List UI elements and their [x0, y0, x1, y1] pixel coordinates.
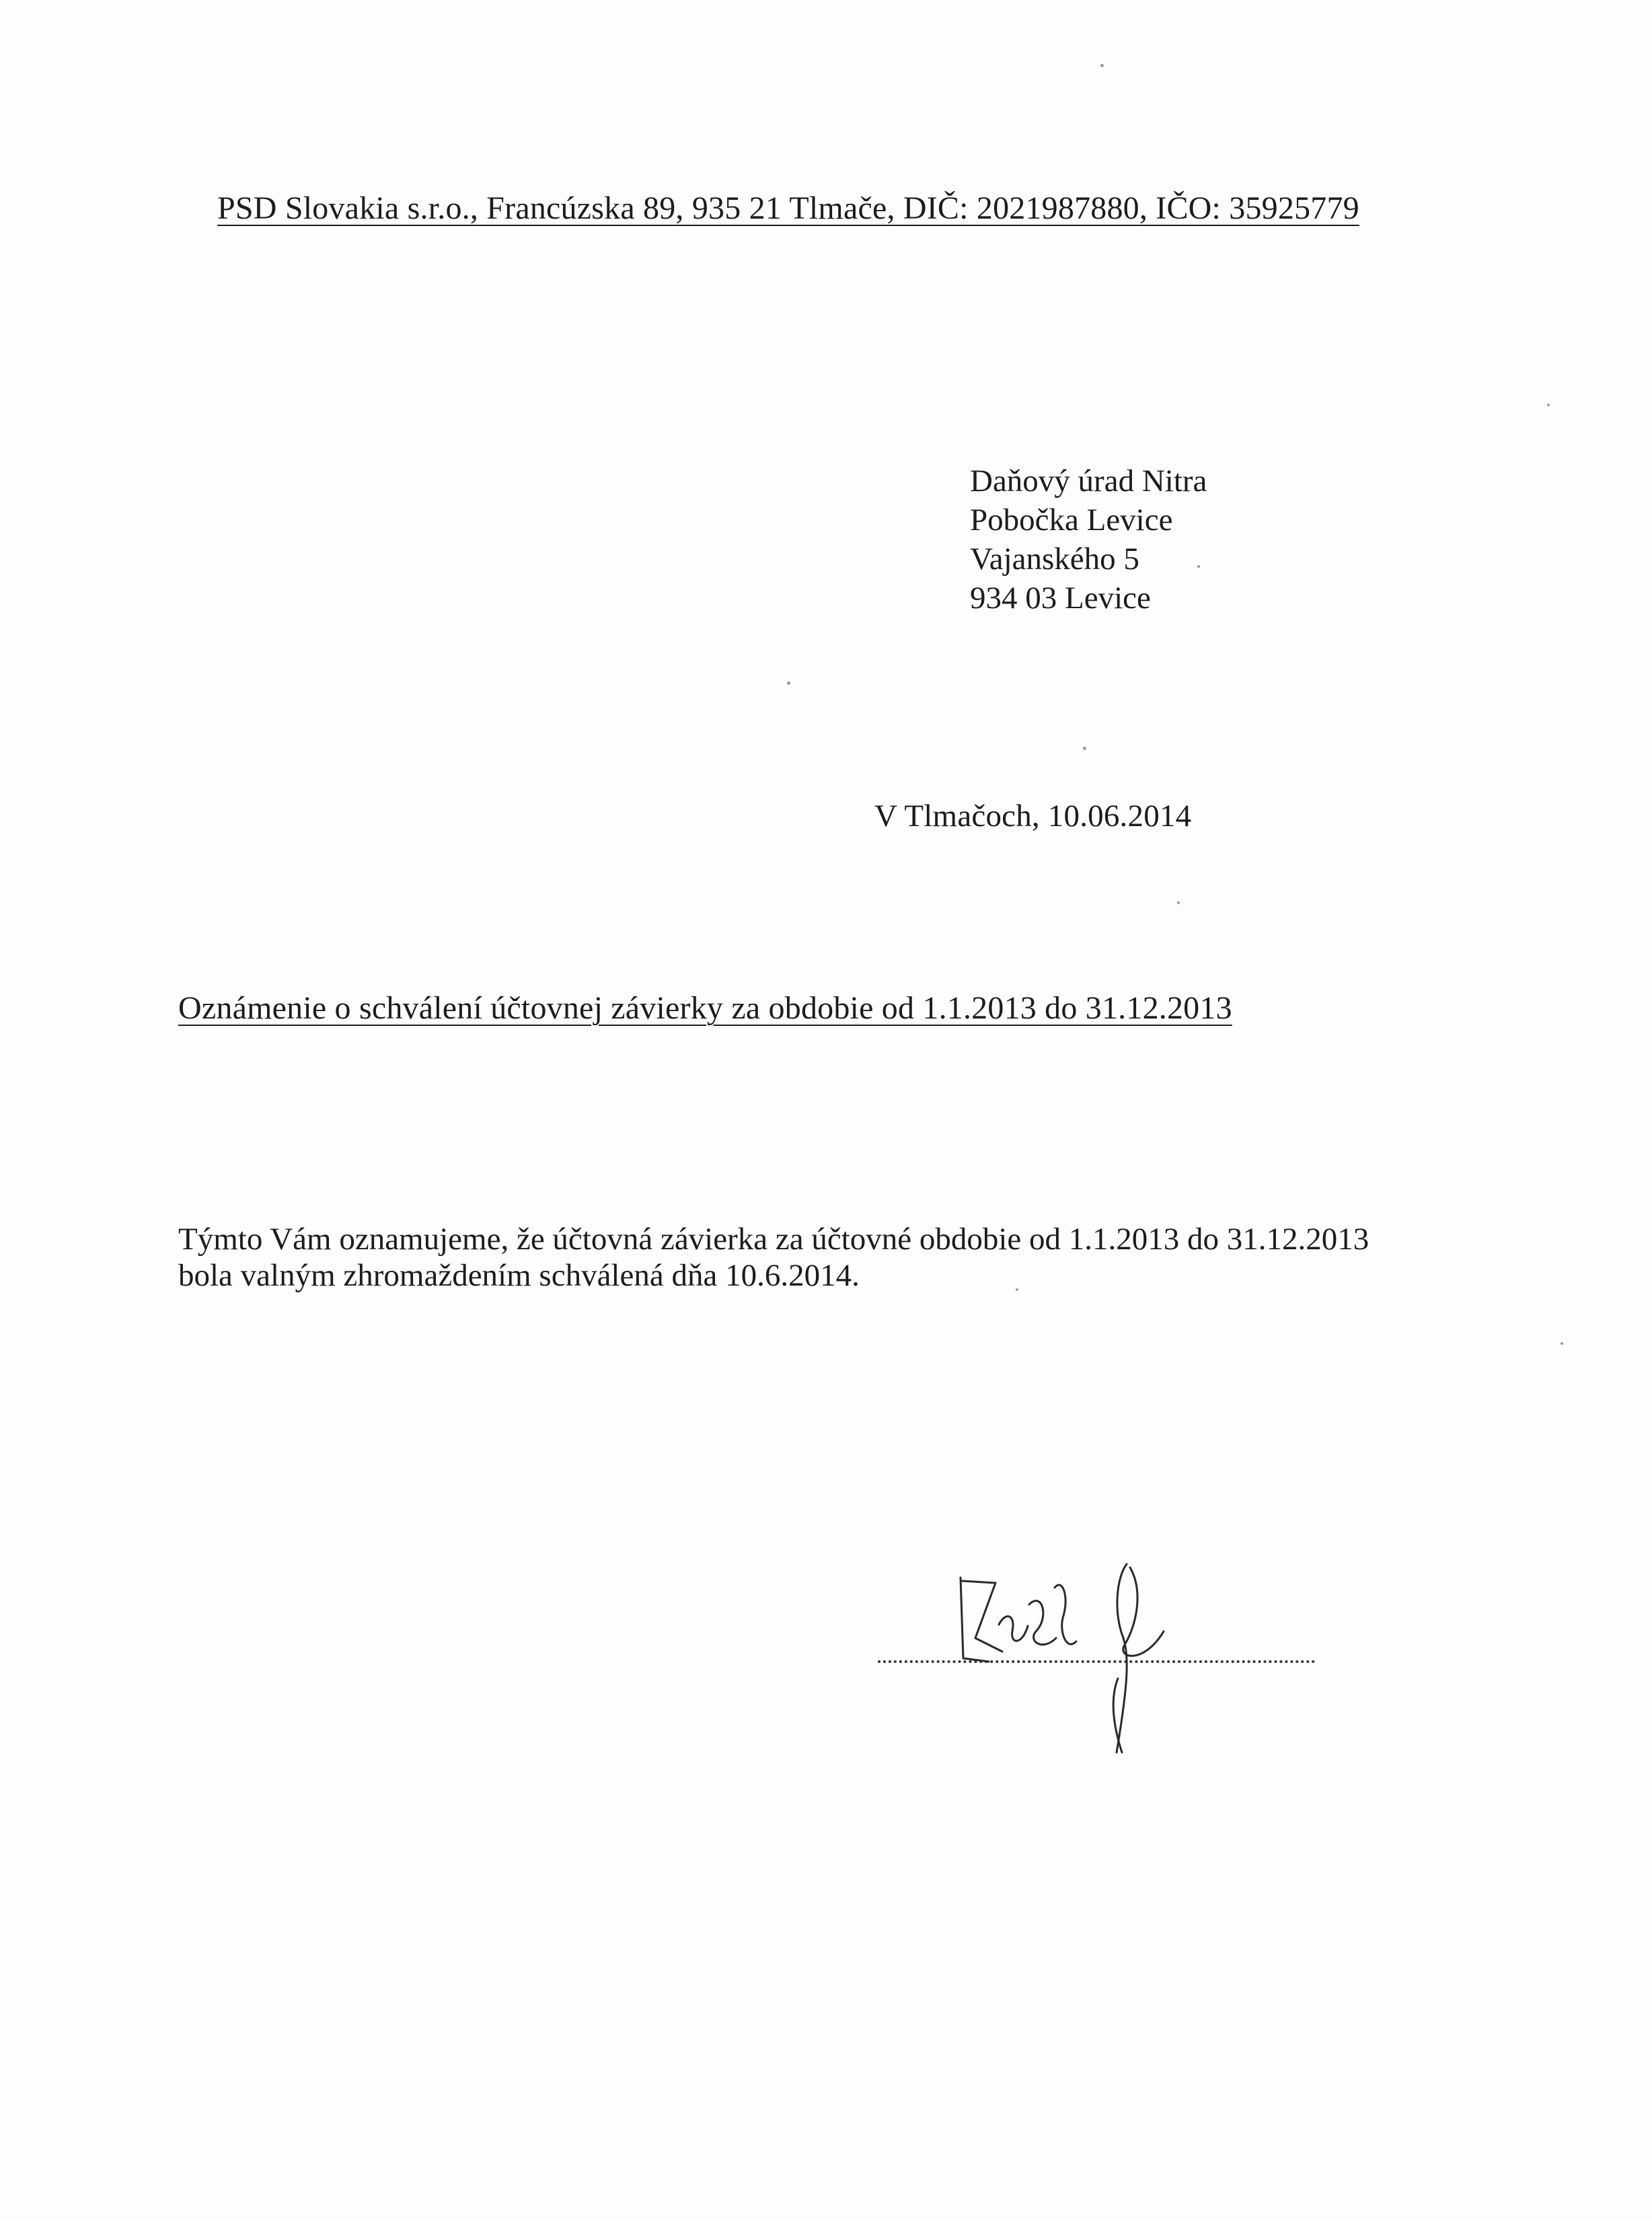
- scan-speck: [1016, 1288, 1018, 1291]
- recipient-street: Vajanského 5: [970, 542, 1139, 577]
- scan-speck: [1561, 1342, 1563, 1345]
- body-line-1: Týmto Vám oznamujeme, že účtovná závierka za účtovné obdobie od 1.1.2013 do 31.12.2013: [178, 1222, 1369, 1257]
- scan-speck: [787, 681, 790, 685]
- recipient-name: Daňový úrad Nitra: [970, 464, 1207, 498]
- scan-speck: [1083, 747, 1086, 750]
- handwritten-signature: [948, 1551, 1204, 1759]
- body-line-2: bola valným zhromaždením schválená dňa 10.6.2014.: [178, 1258, 860, 1293]
- scan-speck: [1100, 64, 1104, 67]
- subject-line: Oznámenie o schválení účtovnej závierky za obdobie od 1.1.2013 do 31.12.2013: [178, 990, 1232, 1026]
- recipient-address: [970, 461, 1207, 618]
- company-header: PSD Slovakia s.r.o., Francúzska 89, 935 21 Tlmače, DIČ: 2021987880, IČO: 35925779: [217, 190, 1359, 226]
- scan-speck: [1547, 404, 1550, 406]
- date-line: V Tlmačoch, 10.06.2014: [874, 799, 1192, 834]
- scan-speck: [1177, 901, 1180, 904]
- recipient-branch: Pobočka Levice: [970, 503, 1173, 538]
- recipient-city: 934 03 Levice: [970, 581, 1151, 616]
- scan-speck: [1197, 565, 1200, 568]
- letter-body: [178, 1221, 1369, 1294]
